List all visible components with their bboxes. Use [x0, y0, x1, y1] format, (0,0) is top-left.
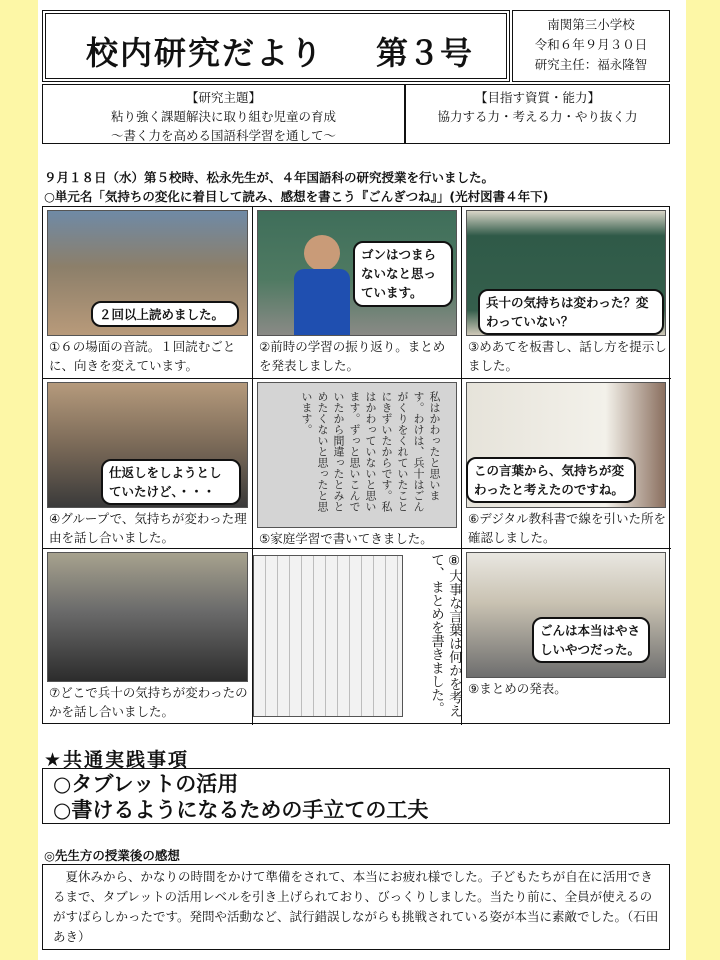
newsletter-title: 校内研究だより: [86, 34, 325, 72]
practice-item-tablet: ○タブレットの活用: [53, 772, 239, 796]
school-name: 南関第三小学校: [547, 17, 635, 32]
panel-caption: ⑦どこで兵十の気持ちが変わったのかを話し合いました。: [49, 685, 248, 719]
target-abilities: [405, 84, 670, 144]
speech-bubble: この言葉から、気持ちが変わったと考えたのですね。: [466, 457, 636, 503]
impressions-text: 夏休みから、かなりの時間をかけて準備をされて、本当にお疲れ様でした。子どもたちが自在に活用できるまで、タブレットの活用レベルを引き上げられており、びっくりしました。当たり前に、全員が使えるのがすばらしかったです。発問や活動など、試行錯誤しながらも挑戦されている姿が本当に素敵でした。（石田あき）: [42, 864, 670, 950]
impressions-title: ◎先生方の授業後の感想: [44, 848, 180, 863]
panel-8: [253, 549, 462, 725]
panel-7: [43, 549, 253, 725]
research-theme: [42, 84, 405, 144]
goal-label: 【目指す資質・能力】: [474, 90, 600, 105]
intro-line1: ９月１８日（水）第５校時、松永先生が、４年国語科の研究授業を行いました。: [44, 170, 495, 185]
speech-bubble: 兵十の気持ちは変わった？変わっていない？: [478, 289, 664, 335]
theme-line2: ～書く力を高める国語科学習を通して～: [110, 128, 336, 143]
panel-2: [253, 207, 462, 379]
panel-caption: ①６の場面の音読。１回読むごとに、向きを変えています。: [49, 339, 236, 373]
photo-grid: [42, 206, 670, 724]
common-practice-box: [42, 768, 670, 824]
panel-caption: ⑤家庭学習で書いてきました。: [259, 531, 433, 546]
goal-text: 協力する力・考える力・やり抜く力: [437, 109, 638, 124]
theme-label: 【研究主題】: [185, 90, 261, 105]
common-practice-title: ★共通実践事項: [44, 749, 190, 771]
research-lead: 研究主任：福永隆智: [534, 57, 648, 72]
panel-caption: ④グループで、気持ちが変わった理由を話し合いました。: [49, 511, 247, 545]
speech-bubble: ごんは本当はやさしいやつだった。: [532, 617, 650, 663]
speech-bubble: ゴンはつまらないなと思っています。: [353, 241, 453, 307]
homework-note-text: 私はかわったと思います。わけは、兵十はごんがくりをくれていたことにきずいたからです。私はかわっていないと思います。ずっと思いこんでいたから間違ったとみとめたくないと思ったと思います。: [300, 391, 441, 512]
panel-caption: ⑨まとめの発表。: [468, 681, 567, 696]
issue-date: 令和６年９月３０日: [534, 37, 648, 52]
worksheet-photo: [253, 555, 403, 717]
panel-4: [43, 379, 253, 549]
panel-caption: ⑥デジタル教科書で線を引いた所を確認しました。: [468, 511, 666, 545]
panel-caption: ②前時の学習の振り返り。まとめを発表しました。: [259, 339, 446, 373]
newsletter-page: [38, 0, 686, 960]
issue-number: 第３号: [376, 34, 473, 72]
school-info: [512, 10, 670, 82]
panel-caption: ⑧大事な言葉は何かを考えて、まとめを書きました。: [428, 553, 462, 718]
theme-line1: 粘り強く課題解決に取り組む児童の育成: [110, 109, 336, 124]
panel-5: [253, 379, 462, 549]
partner-talk-photo: [47, 552, 248, 682]
intro-text: [44, 168, 548, 206]
speech-bubble: ２回以上読めました。: [91, 301, 239, 327]
panel-1: [43, 207, 253, 379]
speech-bubble: 仕返しをしようとしていたけど、・・・: [101, 459, 241, 505]
panel-caption: ③めあてを板書し、話し方を提示しました。: [468, 339, 667, 373]
homework-note-photo: [257, 382, 457, 528]
panel-3: [462, 207, 671, 379]
practice-item-writing: ○書けるようになるための手立ての工夫: [53, 798, 429, 822]
intro-line2: ○単元名「気持ちの変化に着目して読み、感想を書こう『ごんぎつね』」(光村図書４年下): [44, 189, 549, 204]
panel-9: [462, 549, 671, 725]
title-box: [42, 10, 510, 82]
panel-6: [462, 379, 671, 549]
